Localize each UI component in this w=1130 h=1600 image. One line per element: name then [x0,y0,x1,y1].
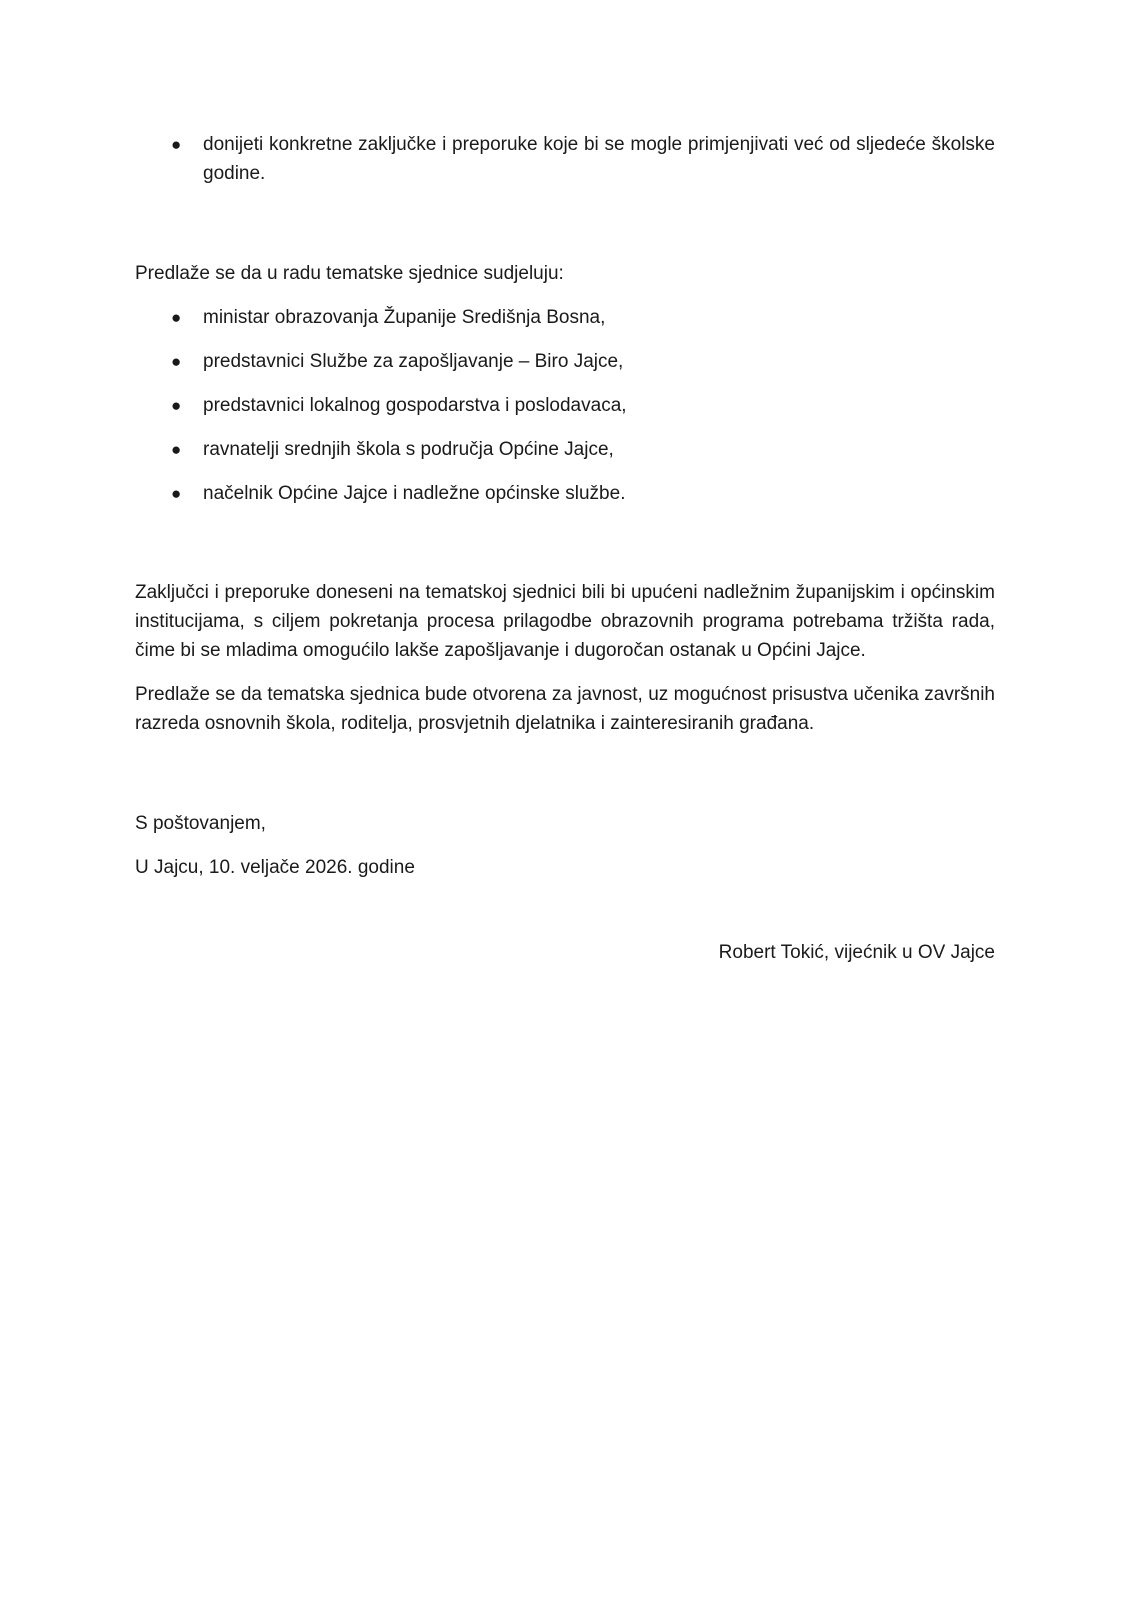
bullet-icon: ● [171,308,182,327]
list-item [135,435,995,464]
list-item [135,347,995,376]
place-date: U Jajcu, 10. veljače 2026. godine [135,857,415,878]
list-item-text: predstavnici lokalnog gospodarstva i poslodavaca, [203,395,627,416]
list-item-text: načelnik Općine Jajce i nadležne općinske službe. [203,483,626,504]
paragraph-conclusions: Zaključci i preporuke doneseni na tematskoj sjednici bili bi upućeni nadležnim županijskim i općinskim institucijama, s ciljem pokretanja procesa prilagodbe obrazovnih programa potrebama tržišta rada, čime bi se mladima omogućilo lakše zapošljavanje i dugoročan ostanak u Općini Jajce. [135,582,995,661]
bullet-icon: ● [171,396,182,415]
bullet-icon: ● [171,352,182,371]
list-item-text: predstavnici Službe za zapošljavanje – Biro Jajce, [203,351,624,372]
signature: Robert Tokić, vijećnik u OV Jajce [718,942,995,963]
recommendations-list [135,130,995,188]
list-item [135,130,995,188]
closing-salutation: S poštovanjem, [135,813,266,834]
list-item-text: ministar obrazovanja Županije Središnja Bosna, [203,307,606,328]
list-item [135,479,995,508]
list-item [135,303,995,332]
document-body [135,130,995,967]
list-item-text: ravnatelji srednjih škola s područja Općine Jajce, [203,439,614,460]
bullet-icon: ● [171,135,182,154]
bullet-icon: ● [171,440,182,459]
list-item [135,391,995,420]
bullet-icon: ● [171,484,182,503]
list-item-text: donijeti konkretne zaključke i preporuke koje bi se mogle primjenjivati već od sljedeće školske godine. [203,134,995,184]
paragraph-public: Predlaže se da tematska sjednica bude otvorena za javnost, uz mogućnost prisustva učenika završnih razreda osnovnih škola, roditelja, prosvjetnih djelatnika i zainteresiranih građana. [135,684,995,734]
participants-intro: Predlaže se da u radu tematske sjednice sudjeluju: [135,263,564,284]
participants-list [135,303,995,508]
